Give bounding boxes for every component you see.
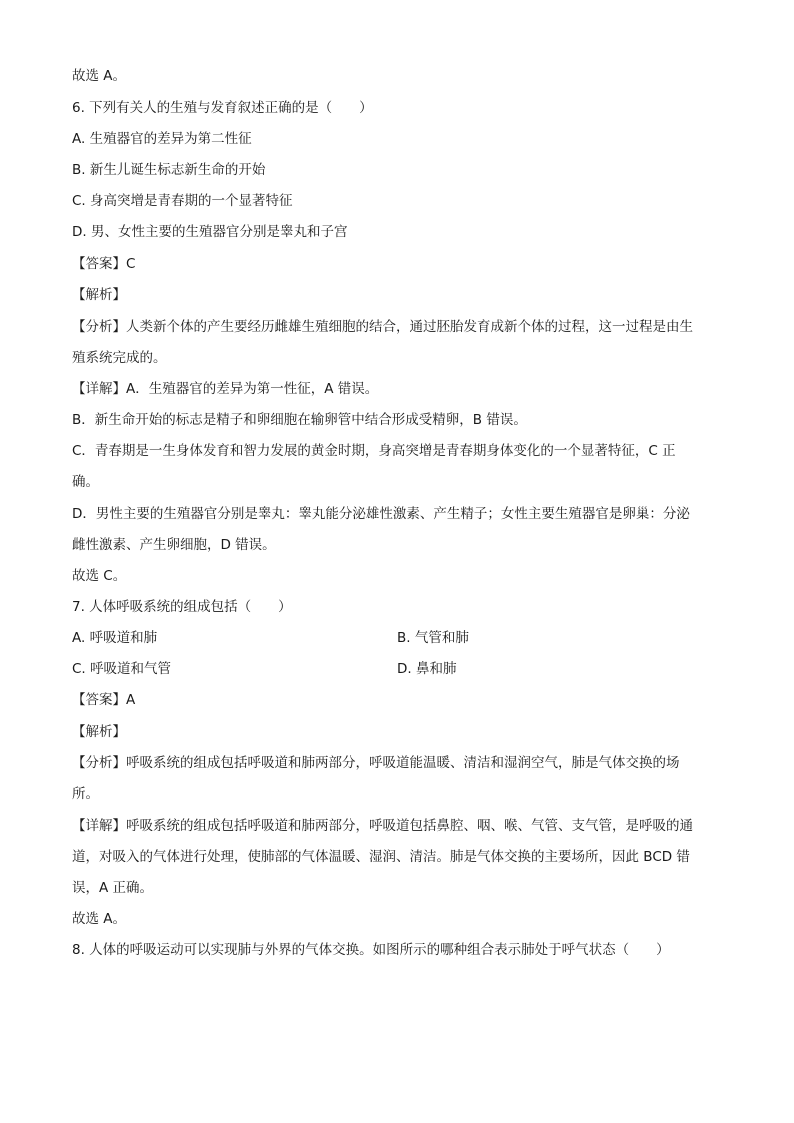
q7-analysis-text-cont: 所。 <box>72 786 99 802</box>
q7-detail-cont-2: 误，A 正确。 <box>72 880 154 896</box>
question-8-stem: 8. 人体的呼吸运动可以实现肺与外界的气体交换。如图所示的哪种组合表示肺处于呼气状态（ ） <box>72 942 670 958</box>
q7-analysis-text: 【分析】呼吸系统的组成包括呼吸道和肺两部分，呼吸道能温暖、清洁和湿润空气，肺是气体交换的场 <box>72 755 680 771</box>
question-7-stem: 7. 人体呼吸系统的组成包括（ ） <box>72 599 292 615</box>
q7-detail-cont-1: 道，对吸入的气体进行处理，使肺部的气体温暖、湿润、清洁。肺是气体交换的主要场所，因此 BCD 错 <box>72 849 690 865</box>
q6-option-a: A. 生殖器官的差异为第二性征 <box>72 131 252 147</box>
q6-detail-a: 【详解】A．生殖器官的差异为第一性征，A 错误。 <box>72 381 379 397</box>
q7-analysis-heading: 【解析】 <box>72 724 126 740</box>
q6-detail-b: B．新生命开始的标志是精子和卵细胞在输卵管中结合形成受精卵，B 错误。 <box>72 412 527 428</box>
q7-option-c: C. 呼吸道和气管 <box>72 661 172 677</box>
q7-option-d: D. 鼻和肺 <box>397 661 457 677</box>
q6-option-d: D. 男、女性主要的生殖器官分别是睾丸和子宫 <box>72 224 348 240</box>
q6-option-c: C. 身高突增是青春期的一个显著特征 <box>72 193 293 209</box>
q6-detail-d-cont: 雌性激素、产生卵细胞，D 错误。 <box>72 537 276 553</box>
conclusion-q6: 故选 C。 <box>72 568 127 584</box>
question-6-stem: 6. 下列有关人的生殖与发育叙述正确的是（ ） <box>72 100 373 116</box>
q6-analysis-text: 【分析】人类新个体的产生要经历雌雄生殖细胞的结合，通过胚胎发育成新个体的过程，这一过程是由生 <box>72 319 693 335</box>
q7-option-b: B. 气管和肺 <box>397 630 469 646</box>
q6-option-b: B. 新生儿诞生标志新生命的开始 <box>72 162 266 178</box>
q7-answer: 【答案】A <box>72 692 136 708</box>
q7-option-a: A. 呼吸道和肺 <box>72 630 158 646</box>
q6-detail-c-cont: 确。 <box>72 474 99 490</box>
q6-detail-d: D．男性主要的生殖器官分别是睾丸：睾丸能分泌雄性激素、产生精子；女性主要生殖器官是卵巢：分泌 <box>72 506 690 522</box>
q6-detail-c: C．青春期是一生身体发育和智力发展的黄金时期，身高突增是青春期身体变化的一个显著特征，C 正 <box>72 443 676 459</box>
q6-answer: 【答案】C <box>72 256 136 272</box>
q7-detail: 【详解】呼吸系统的组成包括呼吸道和肺两部分，呼吸道包括鼻腔、咽、喉、气管、支气管，是呼吸的通 <box>72 818 693 834</box>
conclusion-q5: 故选 A。 <box>72 68 127 84</box>
q6-analysis-heading: 【解析】 <box>72 287 126 303</box>
q6-analysis-text-cont: 殖系统完成的。 <box>72 350 167 366</box>
conclusion-q7: 故选 A。 <box>72 911 127 927</box>
